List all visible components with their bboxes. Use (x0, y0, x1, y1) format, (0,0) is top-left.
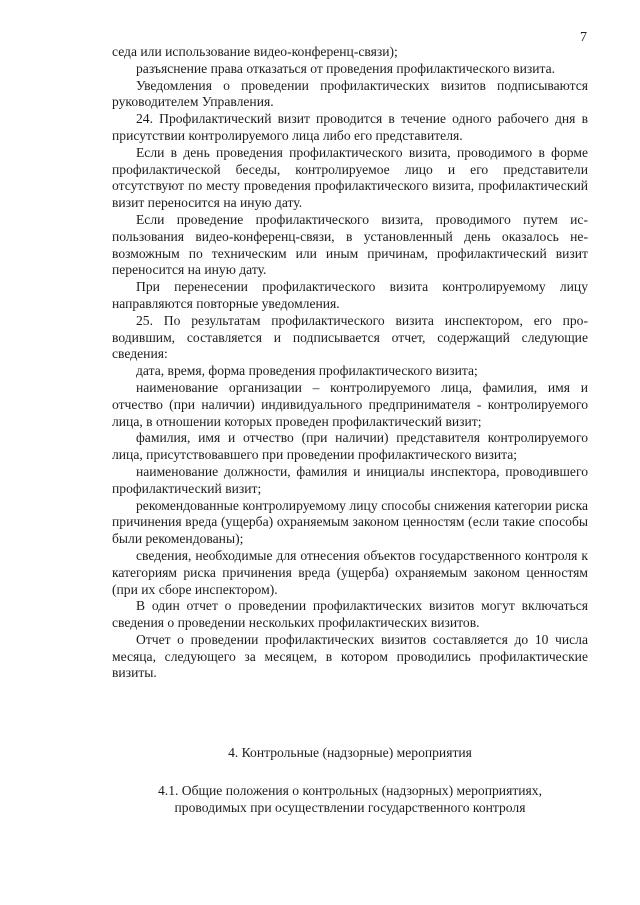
paragraph: Если проведение профилактического визита, проводимого путем использования видео-конференц-связи, в установленный день оказалось невозможным по техническим или иным причинам, профилактический визит переносится на иную дату. (112, 211, 588, 278)
paragraph: разъяснение права отказаться от проведения профилактического визита. (136, 60, 556, 76)
page-number: 7 (580, 30, 587, 45)
paragraph: Если в день проведения профилактического визита, проводимого в форме профилактической беседы, контролируемое лицо и его представители отсутствуют по месту проведения профилактического визита, профилактический визит переносится на иную дату. (112, 144, 588, 211)
paragraph: 24. Профилактический визит проводится в течение одного рабочего дня в присутствии контролируемого лица либо его представителя. (112, 111, 588, 143)
subsection-title-line: проводимых при осуществлении государственного контроля (174, 800, 526, 815)
paragraph: фамилия, имя и отчество (при наличии) представителя контролируемого лица, присутствовавшего при проведении профилактического визита; (112, 430, 588, 463)
paragraph: наименование организации – контролируемого лица, фамилия, имя и отчество (при наличии) индивидуального предпринимателя - контролируемого лица, в отношении которых проведен профилактический визит; (112, 379, 588, 429)
paragraph: 25. По результатам профилактического визита инспектором, его проводившим, составляется и подписывается отчет, содержащий следующие сведения: (112, 312, 588, 362)
paragraph: Отчет о проведении профилактических визитов составляется до 10 числа месяца, следующего за месяцем, в котором проводились профилактические визиты. (112, 631, 588, 681)
paragraph: седа или использование видео-конференц-связи); (112, 44, 398, 59)
body-text (112, 44, 588, 682)
paragraph: В один отчет о проведении профилактических визитов могут включаться сведения о проведении нескольких профилактических визитов. (112, 598, 588, 631)
paragraph: Уведомления о проведении профилактических визитов подписываются руководителем Управления. (112, 77, 588, 110)
subsection-title (112, 782, 588, 816)
paragraph: дата, время, форма проведения профилактического визита; (136, 363, 478, 379)
subsection-title-line: 4.1. Общие положения о контрольных (надзорных) мероприятиях, (158, 783, 542, 798)
paragraph: рекомендованные контролируемому лицу способы снижения категории риска причинения вреда (ущерба) охраняемым законом ценностям (если такие способы были рекомендованы); (112, 497, 588, 547)
section-title: 4. Контрольные (надзорные) мероприятия (228, 745, 472, 760)
paragraph: сведения, необходимые для отнесения объектов государственного контроля к категориям риска причинения вреда (ущерба) охраняемым законом ценностям (при их сборе инспектором). (112, 547, 588, 597)
paragraph: При перенесении профилактического визита контролируемому лицу направляются повторные уведомления. (112, 279, 588, 311)
paragraph: наименование должности, фамилия и инициалы инспектора, проводившего профилактический визит; (112, 463, 588, 496)
